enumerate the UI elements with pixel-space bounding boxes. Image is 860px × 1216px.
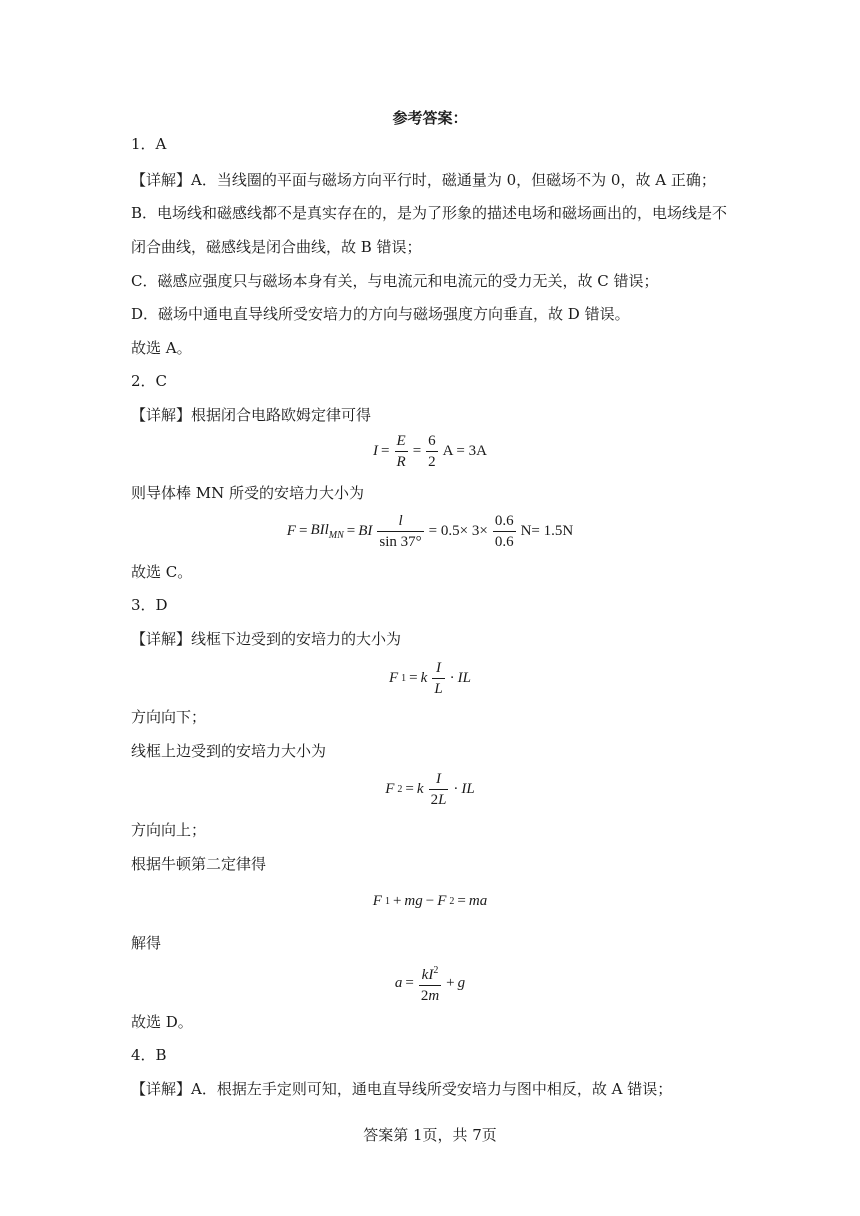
equation-ampere-force: F = BIl$_{MN}$ = BI $\frac{l}{\sin 37^\circ}$ = 0.5× 3× $\frac{0.6}{0.6}$ N= 1.5N: [286, 513, 574, 550]
equation-f2: F 2 = k $\frac{I}{2L}$ · IL: [385, 771, 475, 808]
q2-conclusion: 故选 C。: [131, 563, 193, 581]
q1-line-1: 【详解】A．当线圈的平面与磁场方向平行时，磁通量为 0，但磁场不为 0，故 A 正确；: [131, 171, 716, 189]
q3-line-3: 根据牛顿第二定律得: [131, 855, 267, 873]
q4-number: 4．B: [131, 1046, 167, 1064]
q1-line-5: D．磁场中通电直导线所受安培力的方向与磁场强度方向垂直，故 D 错误。: [131, 305, 630, 323]
equation-current: I = $\frac{E}{R}$ = $\frac{6}{2}$ A = 3A: [373, 433, 487, 470]
equation-acceleration: a = $\frac{kI^2}{2m}$ + g: [394, 965, 466, 1004]
q1-conclusion: 故选 A。: [131, 339, 192, 357]
page-footer: 答案第 1页，共 7页: [363, 1126, 497, 1144]
q1-number: 1．A: [131, 135, 167, 153]
q1-line-3: 闭合曲线，磁感线是闭合曲线，故 B 错误；: [131, 238, 422, 256]
q3-conclusion: 故选 D。: [131, 1013, 193, 1031]
equation-newton: F 1 + mg − F 2 = ma: [372, 893, 488, 909]
page-title: 参考答案：: [392, 109, 468, 127]
q3-line-1: 【详解】线框下边受到的安培力的大小为: [131, 630, 402, 648]
q3-line-4: 解得: [131, 934, 162, 952]
q3-number: 3．D: [131, 596, 168, 614]
q1-line-2: B．电场线和磁感线都不是真实存在的，是为了形象的描述电场和磁场画出的，电场线是不: [131, 204, 728, 222]
q2-line-2: 则导体棒 MN 所受的安培力大小为: [131, 484, 365, 502]
q2-line-1: 【详解】根据闭合电路欧姆定律可得: [131, 406, 372, 424]
q4-line-1: 【详解】A．根据左手定则可知，通电直导线所受安培力与图中相反，故 A 错误；: [131, 1080, 673, 1098]
q1-line-4: C．磁感应强度只与磁场本身有关，与电流元和电流元的受力无关，故 C 错误；: [131, 272, 659, 290]
q3-direction-2: 方向向上；: [131, 821, 207, 839]
q3-direction-1: 方向向下；: [131, 708, 207, 726]
q2-number: 2．C: [131, 372, 168, 390]
equation-f1: F 1 = k $\frac{I}{L}$ · IL: [389, 660, 471, 697]
q3-line-2: 线框上边受到的安培力大小为: [131, 742, 327, 760]
